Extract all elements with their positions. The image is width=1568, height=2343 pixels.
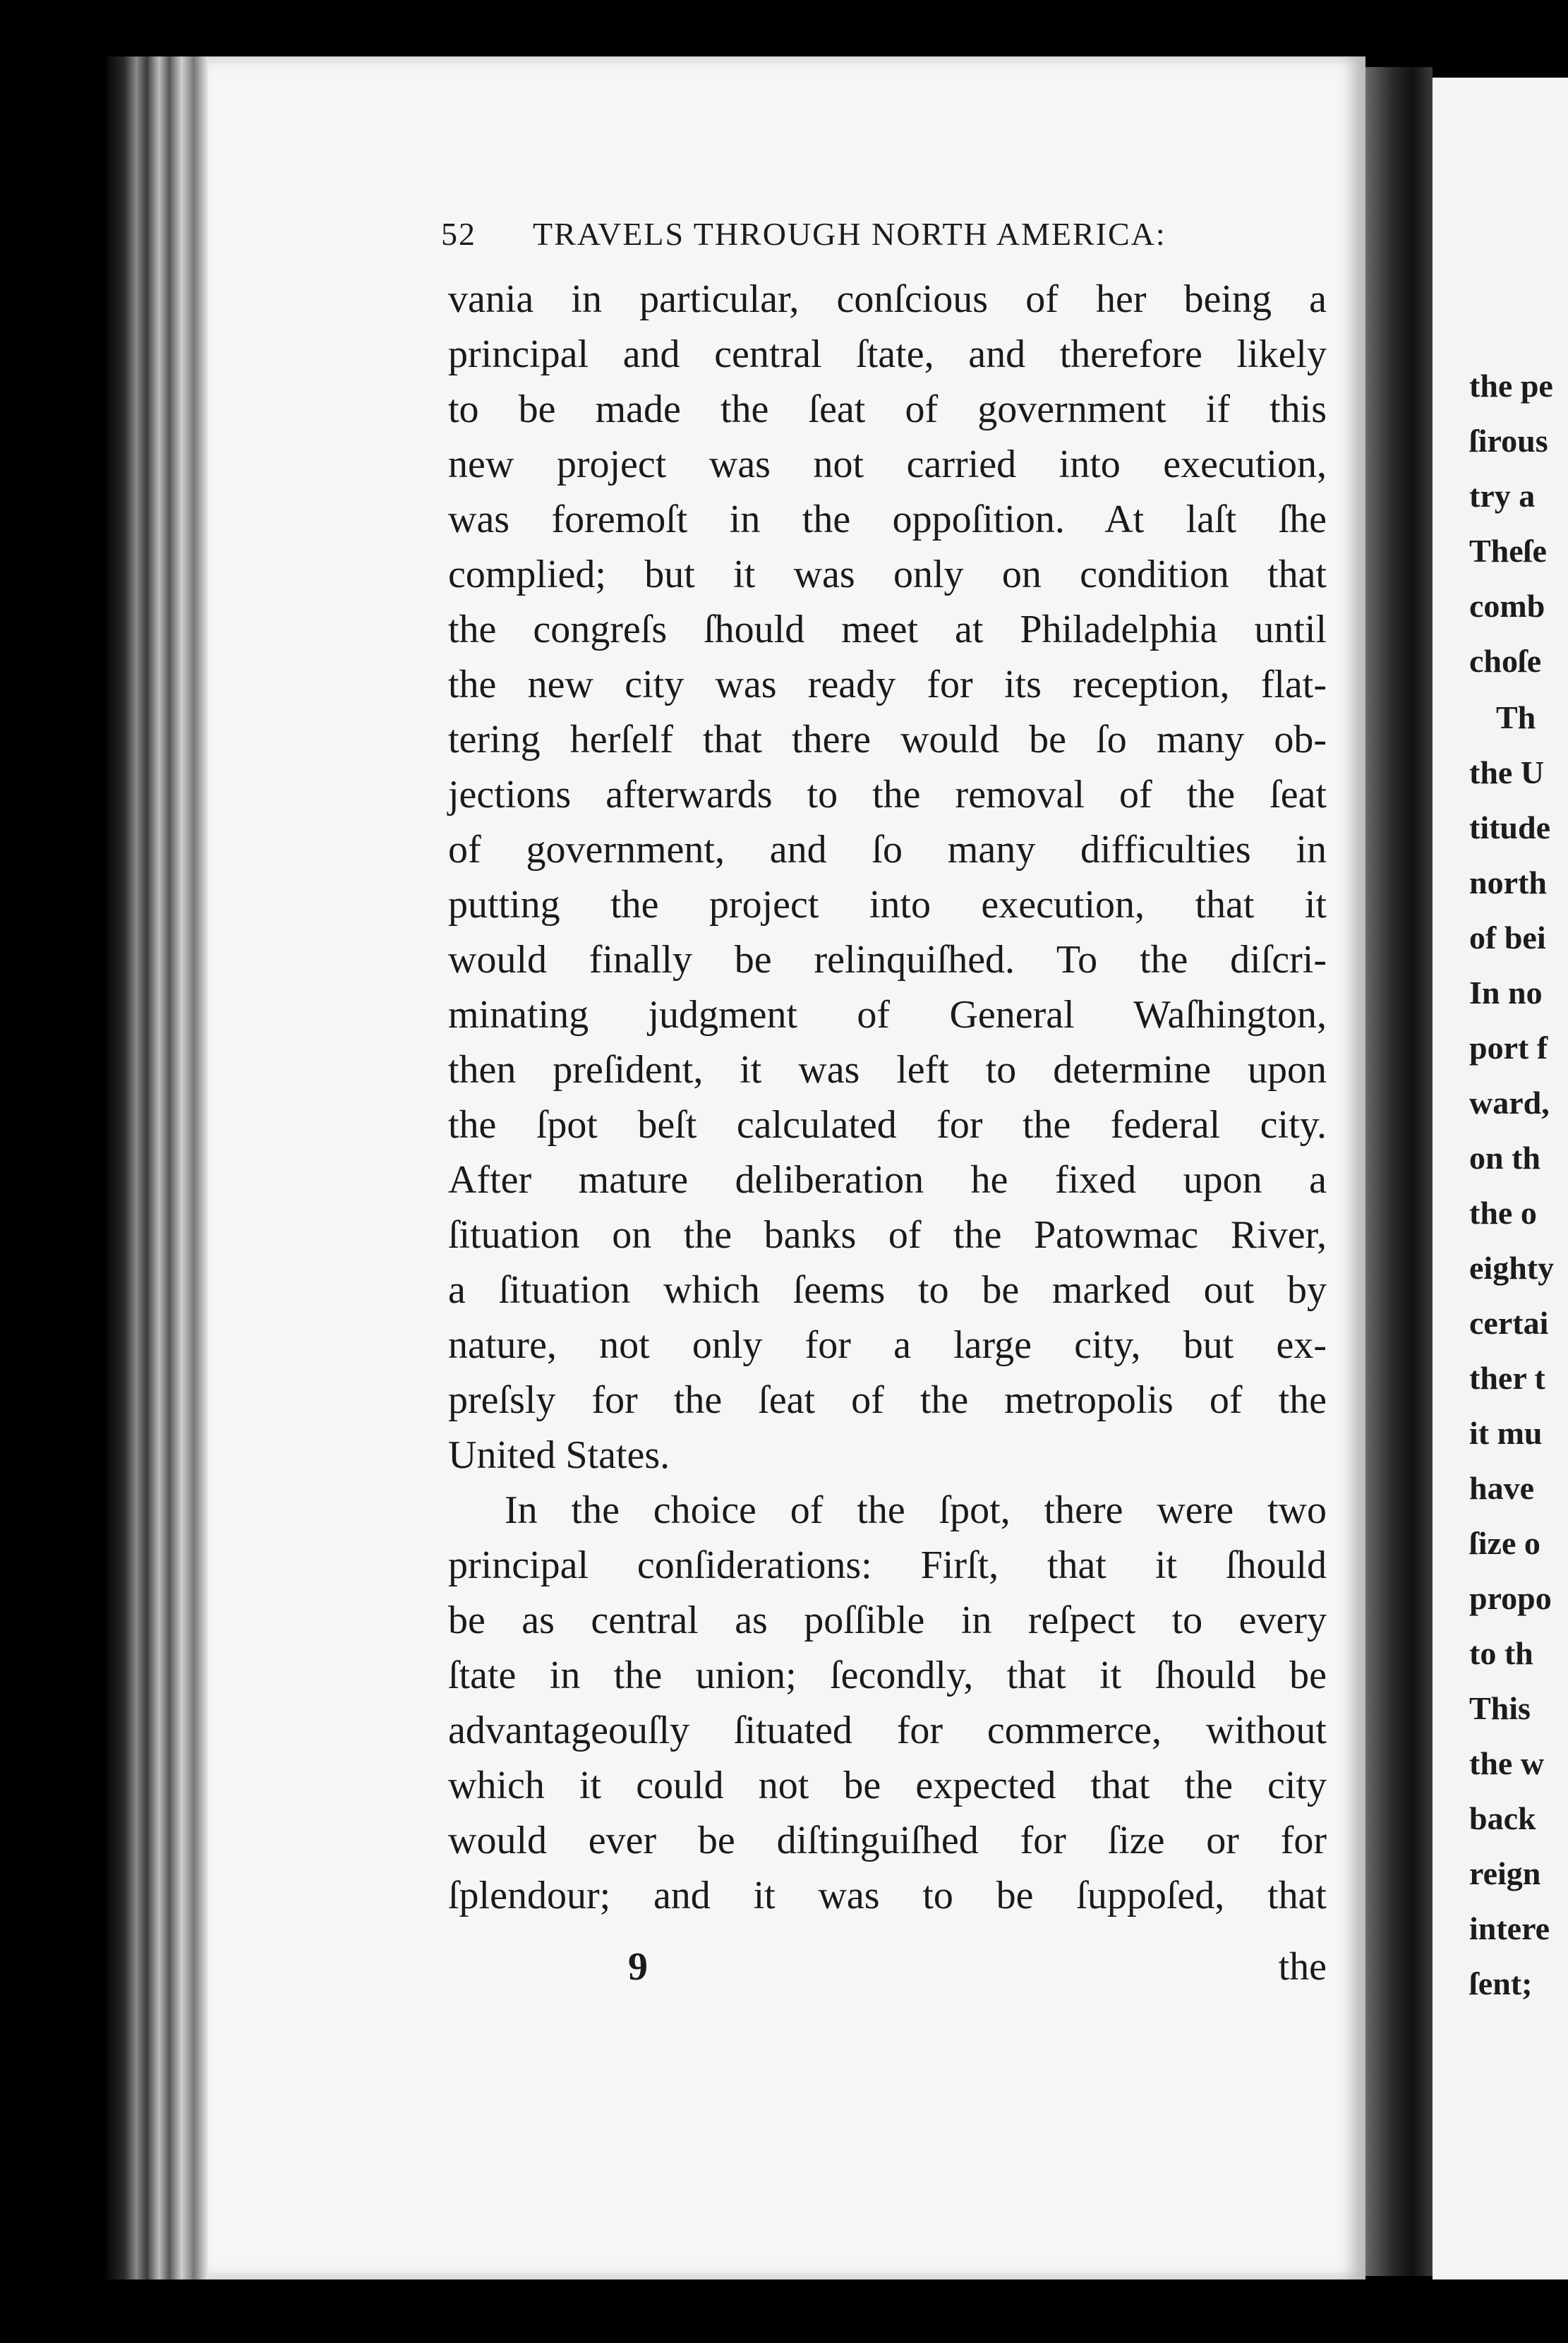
text-line: new project was not carried into execution, bbox=[448, 442, 1327, 486]
facing-line: ward, bbox=[1469, 1085, 1550, 1121]
book-binding bbox=[106, 56, 208, 2279]
running-head: TRAVELS THROUGH NORTH AMERICA: bbox=[533, 216, 1166, 252]
text-line: the congreſs ſhould meet at Philadelphia until bbox=[448, 608, 1327, 651]
facing-line: try a bbox=[1469, 478, 1536, 514]
facing-line: to th bbox=[1469, 1635, 1533, 1671]
facing-line: reign bbox=[1469, 1855, 1541, 1891]
text-line: ſituation on the banks of the Patowmac River, bbox=[448, 1213, 1327, 1257]
facing-line: In no bbox=[1469, 975, 1543, 1011]
text-line: complied; but it was only on condition that bbox=[448, 553, 1327, 596]
facing-line: choſe bbox=[1469, 643, 1542, 679]
text-line: the new city was ready for its reception, flat- bbox=[448, 663, 1327, 706]
text-line: After mature deliberation he fixed upon a bbox=[448, 1158, 1327, 1202]
page-footer bbox=[448, 1944, 1327, 2001]
facing-line: ther t bbox=[1469, 1360, 1545, 1396]
facing-line: the pe bbox=[1469, 368, 1553, 404]
text-line: advantageouſly ſituated for commerce, without bbox=[448, 1709, 1327, 1752]
facing-line: the U bbox=[1469, 754, 1545, 790]
text-line: jections afterwards to the removal of the ſeat bbox=[448, 773, 1327, 817]
facing-line: port f bbox=[1469, 1030, 1548, 1066]
facing-line: Theſe bbox=[1469, 533, 1547, 569]
facing-line: comb bbox=[1469, 588, 1545, 624]
catchword: the bbox=[1278, 1945, 1327, 1989]
page-header bbox=[441, 215, 1320, 258]
facing-line: the o bbox=[1469, 1195, 1537, 1231]
text-line: be as central as poſſible in reſpect to every bbox=[448, 1598, 1327, 1642]
facing-line: north bbox=[1469, 865, 1547, 901]
text-line: United States. bbox=[448, 1433, 670, 1477]
facing-line: of bei bbox=[1469, 920, 1546, 956]
page-gutter bbox=[1365, 67, 1433, 2276]
text-line: was foremoſt in the oppoſition. At laſt ſhe bbox=[448, 498, 1327, 541]
right-page bbox=[1433, 78, 1568, 2279]
facing-line: Th bbox=[1496, 699, 1536, 735]
facing-line: eighty bbox=[1469, 1250, 1555, 1286]
text-line: which it could not be expected that the city bbox=[448, 1764, 1327, 1807]
facing-line: ſirous bbox=[1469, 423, 1548, 459]
text-line: ſtate in the union; ſecondly, that it ſhould be bbox=[448, 1654, 1327, 1697]
facing-line: certai bbox=[1469, 1305, 1549, 1341]
text-line: vania in particular, conſcious of her being a bbox=[448, 277, 1327, 321]
facing-line: intere bbox=[1469, 1910, 1550, 1946]
facing-line: on th bbox=[1469, 1140, 1540, 1176]
facing-line: titude bbox=[1469, 809, 1550, 845]
text-line: preſsly for the ſeat of the metropolis of the bbox=[448, 1378, 1327, 1422]
page-number: 52 bbox=[441, 216, 476, 252]
text-line: minating judgment of General Waſhington, bbox=[448, 993, 1327, 1037]
text-line: would finally be relinquiſhed. To the diſcri- bbox=[448, 938, 1327, 982]
facing-line: back bbox=[1469, 1800, 1536, 1836]
text-line: principal and central ſtate, and therefore likely bbox=[448, 332, 1327, 376]
text-line: of government, and ſo many difficulties in bbox=[448, 828, 1327, 872]
facing-line: ſize o bbox=[1469, 1525, 1540, 1561]
text-line: In the choice of the ſpot, there were two bbox=[505, 1488, 1327, 1532]
text-line: nature, not only for a large city, but ex- bbox=[448, 1323, 1327, 1367]
facing-line: it mu bbox=[1469, 1415, 1543, 1451]
facing-line: propo bbox=[1469, 1580, 1552, 1616]
text-line: then preſident, it was left to determine upon bbox=[448, 1048, 1327, 1092]
text-line: principal conſiderations: Firſt, that it ſhould bbox=[448, 1543, 1327, 1587]
text-line: to be made the ſeat of government if this bbox=[448, 387, 1327, 431]
signature-mark: 9 bbox=[628, 1945, 648, 1989]
facing-line: the w bbox=[1469, 1745, 1545, 1781]
text-line: ſplendour; and it was to be ſuppoſed, that bbox=[448, 1874, 1327, 1917]
text-line: a ſituation which ſeems to be marked out by bbox=[448, 1268, 1327, 1312]
facing-line: ſent; bbox=[1469, 1965, 1533, 2001]
facing-line: This bbox=[1469, 1690, 1531, 1726]
text-line: the ſpot beſt calculated for the federal city. bbox=[448, 1103, 1327, 1147]
facing-line: have bbox=[1469, 1470, 1534, 1506]
text-line: would ever be diſtinguiſhed for ſize or for bbox=[448, 1819, 1327, 1862]
text-line: tering herſelf that there would be ſo many ob- bbox=[448, 718, 1327, 761]
text-line: putting the project into execution, that it bbox=[448, 883, 1327, 927]
